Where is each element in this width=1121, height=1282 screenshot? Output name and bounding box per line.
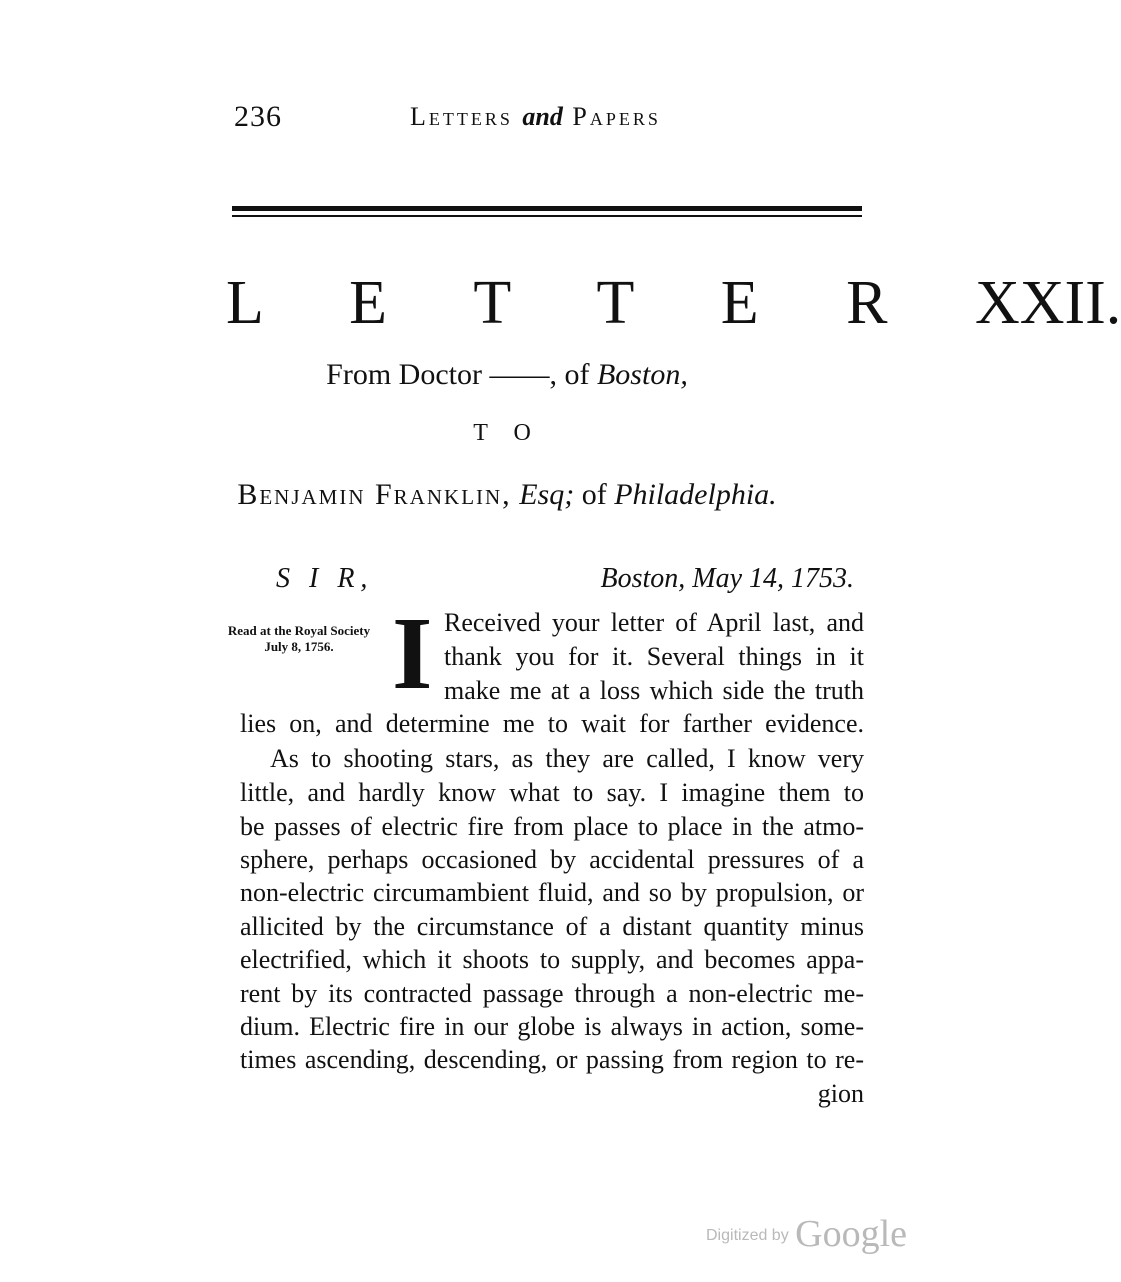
google-logo: Google [795,1213,908,1255]
salutation: S I R, [276,563,374,594]
body-line: times ascending, descending, or passing from region to re- [240,1045,864,1074]
running-title-papers: Papers [572,102,661,131]
running-head [234,100,864,140]
to-line: T O [473,420,541,446]
drop-cap: I [392,596,433,711]
addressee-esq: Esq; [519,478,575,511]
body-line: little, and hardly know what to say. I imagine them to [240,778,864,807]
dateline: Boston, May 14, 1753. [600,563,854,594]
running-title [410,102,661,132]
body-line: lies on, and determine me to wait for farther evidence. [240,709,864,738]
body-line: As to shooting stars, as they are called, I know very [270,744,864,773]
body-line: non-electric circumambient fluid, and so by propulsion, or [240,878,864,907]
body-line: allicited by the circumstance of a distant quantity minus [240,912,864,941]
running-title-and: and [522,102,563,131]
letter-number: XXII. [974,269,1121,337]
addressee-place: Philadelphia. [614,478,777,511]
body-line: be passes of electric fire from place to place in the atmo- [240,812,864,841]
header-rule-thin [232,215,862,217]
from-place: Boston, [596,358,688,391]
body-line: electrified, which it shoots to supply, and becomes appa- [240,945,864,974]
from-of: of [564,358,590,391]
body-line: rent by its contracted passage through a non-electric me- [240,979,864,1008]
body-line: thank you for it. Several things in it [444,642,864,671]
watermark-digitized-by: Digitized by [706,1227,789,1244]
body-line: sphere, perhaps occasioned by accidental pressures of a [240,845,864,874]
body-line: dium. Electric fire in our globe is always in action, some- [240,1012,864,1041]
addressee-of: of [581,478,607,511]
letter-title [226,268,1121,338]
from-line [0,358,1014,392]
body-line-catchword: gion [817,1079,864,1108]
from-prefix: From Doctor ——, [326,358,557,391]
digitized-watermark [706,1212,907,1256]
page-number: 236 [234,100,282,133]
letter-word: L E T T E R [226,269,924,337]
body-line: Received your letter of April last, and [444,608,864,637]
header-rule-thick [232,206,862,211]
margin-note: Read at the Royal Society July 8, 1756. [227,623,371,654]
addressee-line [0,478,1014,512]
body-line: make me at a loss which side the truth [444,676,864,705]
addressee-name: Benjamin Franklin, [237,478,512,511]
running-title-letters: Letters [410,102,513,131]
